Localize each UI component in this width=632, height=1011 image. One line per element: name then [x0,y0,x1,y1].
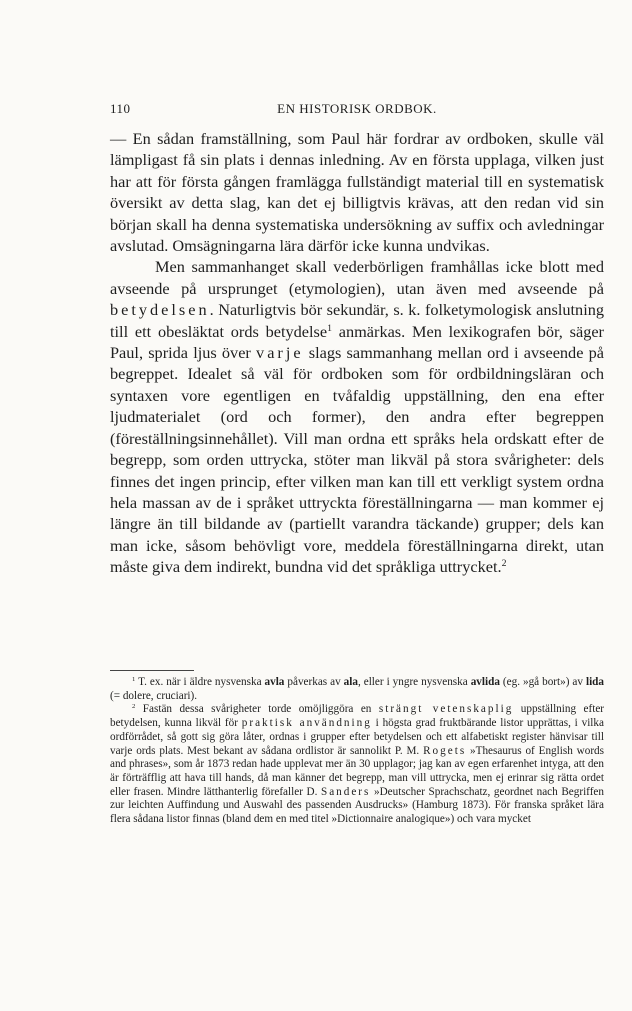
text-span: påverkas av [284,676,344,688]
running-title: EN HISTORISK ORDBOK. [277,101,437,116]
paragraph-2 [110,256,604,577]
footnotes [110,676,604,827]
spaced-emphasis: Sanders [320,785,371,798]
text-span: , eller i yngre nysvenska [357,676,471,688]
footnote-ref-2[interactable]: 2 [501,558,507,570]
text-span: Fastän dessa svårigheter torde omöjliggöra en [135,703,379,716]
footnote-ref-1[interactable]: 1 [327,322,332,334]
footnote-rule [110,670,194,671]
text-span: T. ex. när i äldre nysvenska [135,676,265,688]
text-span: uppställning efter betydelsen, kunna likväl för [110,703,605,730]
bold-word: lida [585,676,605,688]
text-span: »Deutscher Sprachschatz, geordnet nach Begriffen zur leichten Auffindung und Auswahl des passenden Ausdrucks» (Hamburg 1873). För franska språket lära flera sådana listor finnas (bland dem en med titel »Dictionnaire analogique») och vara mycket [110,785,604,826]
main-text [110,128,604,578]
spaced-emphasis: betydelsen [110,300,210,320]
text-span: (eg. »gå bort») av [499,676,586,688]
spaced-emphasis: strängt vetenskaplig [378,703,514,716]
text-span: anmärkas. Men lexikografen bör, säger Paul, sprida ljus över [110,321,604,363]
bold-word: ala [343,676,358,688]
spaced-emphasis: praktisk användning [241,717,372,730]
text-span: (= dolere, cruciari). [110,689,198,702]
text-span: slags sammanhang mellan ord i avseende på begreppet. Idealet så väl för ordboken som för ordbildningsläran och syntaxen vore egentligen en tvåfaldig uppställning, den ena efter ljudmaterialet (ord och former), den andra efter begreppen (föreställningsinnehållet). Vill man ordna ett språks hela ordskatt efter de begrepp, som orden uttrycka, stöter man likväl på stora svårigheter: dels finnes det ingen princip, efter vilken man kan till ett verkligt system ordna hela massan av de i språket uttryckta föreställningarna — man kommer ej längre än till bildande av (partiellt varandra täckande) grupper; dels kan man icke, såsom behövligt vore, meddela föreställningarna direkt, utan måste giva dem indirekt, bundna vid det språkliga uttrycket. [110,343,604,577]
running-header [110,101,604,121]
footnote-marker: 2 [132,703,136,711]
bold-word: avla [264,676,285,688]
text-span: Men sammanhanget skall vederbörligen framhållas icke blott med avseende på ursprunget (etymologien), utan även med avseende på [110,257,604,298]
footnote-2 [110,703,604,826]
text-span: »Thesaurus of English words and phrases», som år 1873 redan hade upplevat mer än 30 upplagor; jag kan av egen erfarenhet intyga, att den är förträfflig att hava till hands, då man känner det begrepp, man vill uttrycka, men ej erinrar sig rätta ordet eller frasen. Mindre lätthanterlig förefaller D. [110,744,604,798]
spaced-emphasis: varje [256,343,304,363]
footnote-1 [110,676,604,703]
bold-word: avlida [470,676,500,688]
paragraph-1: — En sådan framställning, som Paul här fordrar av ordboken, skulle väl lämpligast få sin plats i dennas inledning. Av en första upplaga, vilken just har att för första gången framlägga fullständigt material till en systematisk översikt av detta slag, kan det ej billigtvis krävas, att den redan vid sin början skall ha denna systematiska undersökning av suffix och avledningar avslutad. Omsägningarna lära därför icke kunna undvikas. [110,129,604,256]
text-span: i högsta grad fruktbärande listor upprättas, i vilka ordförrådet, så gott sig göra låter, ordnas i grupper efter betydelsen och ett alfabetiskt register hänvisar till varje ords plats. Mest bekant av sådana ordlistor är sannolikt P. M. [110,717,604,757]
text-span: . Naturligtvis bör sekundär, s. k. folketymologisk anslutning till ett obesläktat ords betydelse [110,300,604,341]
footnote-marker: 1 [132,675,136,683]
page-number: 110 [110,101,131,116]
spaced-emphasis: Rogets [423,744,467,757]
